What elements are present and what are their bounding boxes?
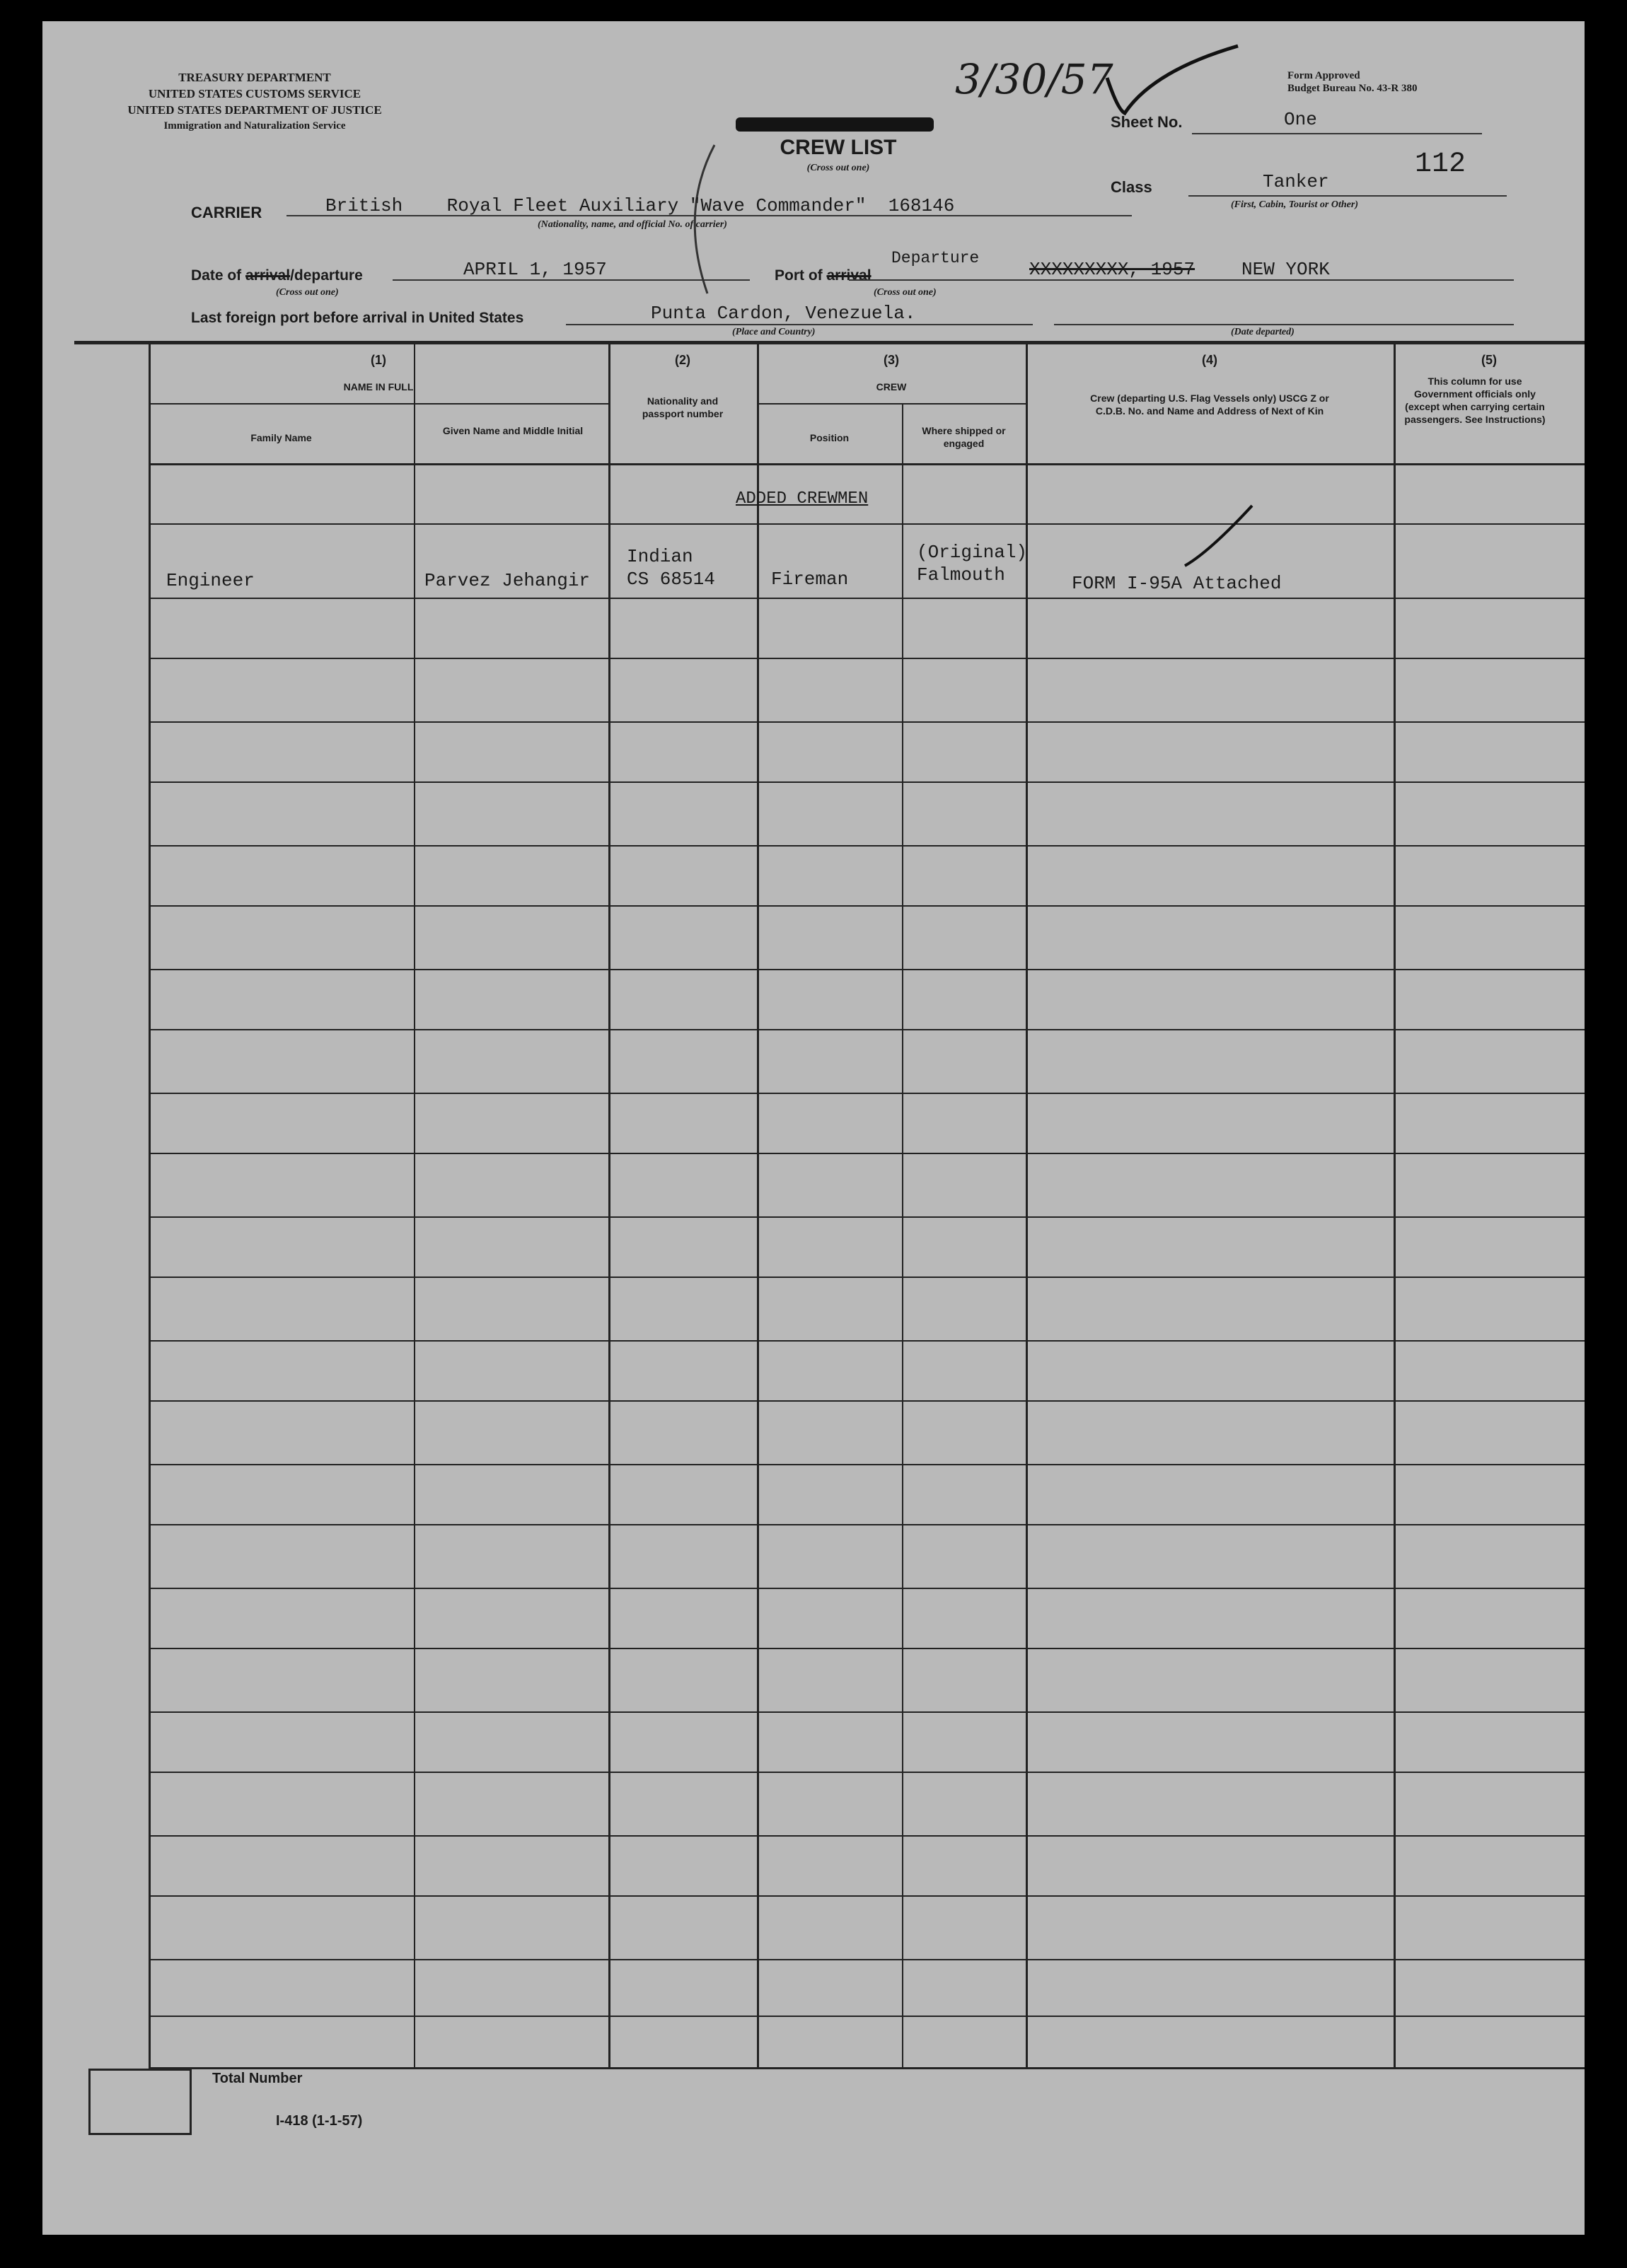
entry-shipped: Falmouth — [917, 564, 1005, 586]
handwritten-date: 3/30/57 — [955, 55, 1113, 103]
form-approval — [1287, 69, 1418, 95]
date-label-a: Date of — [191, 267, 246, 284]
col3-num: (3) — [884, 353, 899, 367]
entry-remarks: FORM I-95A Attached — [1072, 573, 1282, 594]
col5-title: This column for use Government officials only (except when carrying certain passengers. See Instructions) — [1404, 376, 1546, 425]
col1b-title: Given Name and Middle Initial — [442, 425, 584, 436]
date-departed-note: (Date departed) — [1231, 327, 1295, 337]
agency-justice: UNITED STATES DEPARTMENT OF JUSTICE — [127, 103, 382, 117]
entry-nationality: Indian — [627, 546, 693, 567]
date-label-struck: arrival — [245, 267, 291, 284]
crew-list-form — [42, 21, 1585, 2235]
port-note: (Cross out one) — [874, 287, 937, 298]
port-value: NEW YORK — [1241, 259, 1330, 280]
entry-given-name: Parvez Jehangir — [424, 570, 591, 591]
agency-block — [92, 69, 417, 134]
col1-num: (1) — [371, 353, 386, 367]
carrier-note: (Nationality, name, and official No. of carrier) — [538, 219, 727, 230]
date-label — [191, 267, 363, 284]
total-number-label: Total Number — [212, 2071, 303, 2086]
check-stroke-icon — [1181, 502, 1259, 573]
agency-customs: UNITED STATES CUSTOMS SERVICE — [148, 87, 361, 100]
carrier-label: CARRIER — [191, 204, 262, 221]
entry-position: Fireman — [771, 569, 849, 590]
form-number: I-418 (1-1-57) — [276, 2113, 363, 2129]
port-overtyped: Departure — [891, 249, 980, 267]
header-separator — [74, 341, 1585, 344]
form-approved: Form Approved — [1287, 70, 1360, 81]
date-label-b: /departure — [290, 267, 363, 284]
entry-passport: CS 68514 — [627, 569, 715, 590]
port-label-struck: arrival — [826, 267, 872, 284]
port-label-a: Port of — [775, 267, 827, 284]
budget-bureau: Budget Bureau No. 43-R 380 — [1287, 83, 1418, 94]
total-number-box[interactable] — [88, 2069, 192, 2135]
last-port-note: (Place and Country) — [732, 327, 816, 337]
col4-num: (4) — [1202, 353, 1217, 367]
sheet-value: One — [1284, 109, 1317, 130]
col3-title: CREW — [876, 381, 907, 392]
date-value: APRIL 1, 1957 — [463, 259, 607, 280]
title-note: (Cross out one) — [806, 163, 870, 173]
col4-title: Crew (departing U.S. Flag Vessels only) USCG Z or C.D.B. No. and Name and Address of Next of Kin — [1090, 392, 1329, 417]
checkmark-icon — [1104, 42, 1245, 120]
carrier-value: British Royal Fleet Auxiliary "Wave Commander" 168146 — [325, 195, 955, 216]
entry-family-name: Engineer — [166, 570, 255, 591]
port-struck-value: XXXXXXXXX, 1957 — [1029, 259, 1195, 280]
col2-title: Nationality and passport number — [642, 395, 724, 419]
last-port-value: Punta Cardon, Venezuela. — [651, 303, 916, 324]
class-label: Class — [1111, 178, 1152, 196]
form-title: CREW LIST — [780, 136, 897, 159]
agency-treasury: TREASURY DEPARTMENT — [178, 71, 331, 84]
last-port-label: Last foreign port before arrival in United States — [191, 310, 524, 326]
col1a-title: Family Name — [250, 432, 312, 443]
date-note: (Cross out one) — [276, 287, 339, 298]
col3a-title: Position — [809, 432, 850, 443]
page-number: 112 — [1415, 149, 1466, 180]
section-heading: ADDED CREWMEN — [736, 489, 869, 508]
col3b-title: Where shipped or engaged — [922, 425, 1006, 449]
class-note: (First, Cabin, Tourist or Other) — [1231, 199, 1358, 210]
redaction-bar — [736, 117, 934, 132]
class-value: Tanker — [1263, 171, 1329, 192]
port-label — [775, 267, 872, 284]
col5-num: (5) — [1481, 353, 1497, 367]
col2-num: (2) — [675, 353, 690, 367]
col1-title: NAME IN FULL — [343, 381, 414, 392]
agency-ins: Immigration and Naturalization Service — [163, 120, 346, 132]
sheet-label: Sheet No. — [1111, 113, 1183, 131]
entry-shipped-note: (Original) — [917, 542, 1028, 563]
